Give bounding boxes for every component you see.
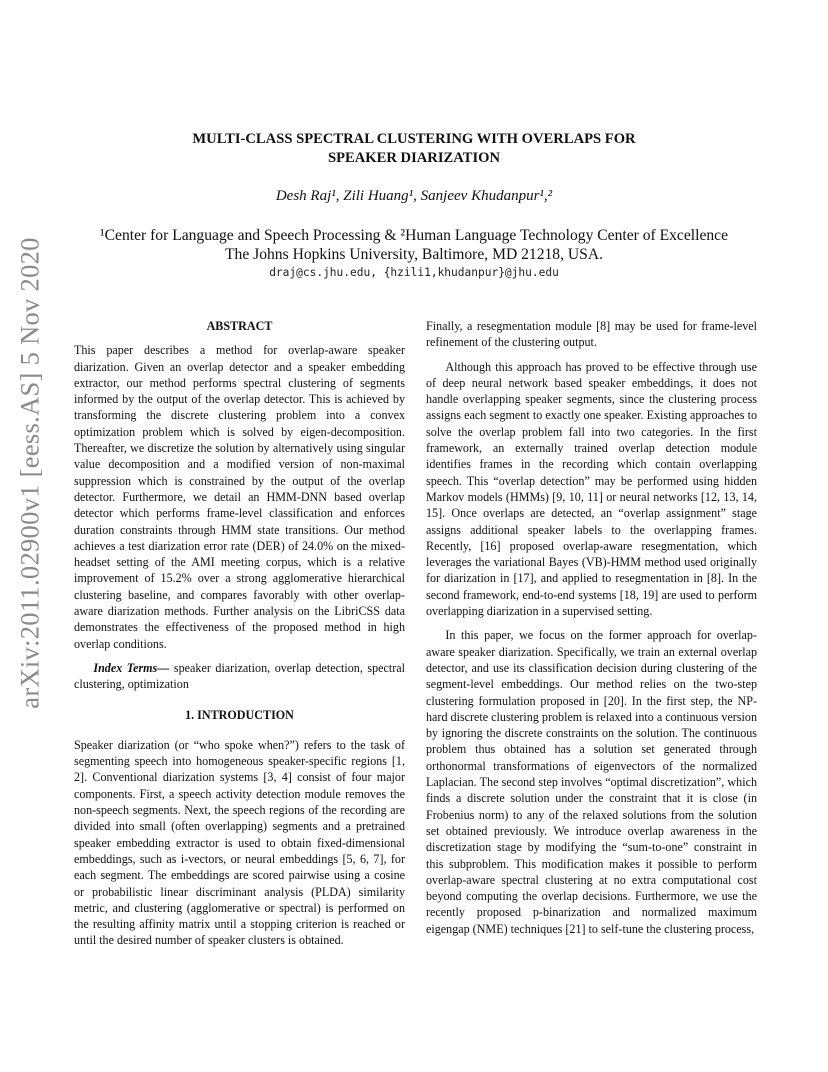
affiliations	[60, 226, 768, 264]
arxiv-identifier-text: arXiv:2011.02900v1 [eess.AS] 5 Nov 2020	[14, 237, 45, 709]
right-column	[426, 318, 757, 937]
introduction-heading: 1. INTRODUCTION	[185, 707, 294, 722]
intro-paragraph-4: In this paper, we focus on the former approach for overlap-aware speaker diarization. Specifically, we train an external overlap detector, and use its classification decision during clustering of the segment-level embeddings. Our method relies on the two-step clustering formulation proposed in [20]. In the first step, the NP-hard discrete clustering problem is relaxed into a continuous version by ignoring the discrete constraints on the solution. The continuous problem thus obtained has a solution set generated through orthonormal transformations of eigenvectors of the normalized Laplacian. The second step involves “optimal discretization”, which finds a discrete solution under the constraint that it is close (in Frobenius norm) to any of the relaxed solutions from the solution set obtained previously. We introduce overlap awareness in the discretization stage by modifying the “sum-to-one” constraint in this subproblem. This modification makes it possible to perform overlap-aware spectral clustering at no extra computational cost beyond computing the overlap decisions. Furthermore, we use the recently proposed p-binarization and normalized maximum eigengap (NME) techniques [21] to self-tune the clustering process,	[426, 628, 757, 936]
paper-title	[120, 130, 708, 168]
intro-paragraph-2: Finally, a resegmentation module [8] may be used for frame-level refinement of the clustering output.	[426, 319, 757, 350]
title-line-1: MULTI-CLASS SPECTRAL CLUSTERING WITH OVERLAPS FOR	[192, 131, 636, 147]
arxiv-identifier-stamp	[0, 237, 60, 709]
left-column	[74, 318, 405, 949]
affiliation-line-2: The Johns Hopkins University, Baltimore, MD 21218, USA.	[225, 246, 603, 263]
intro-paragraph-3: Although this approach has proved to be effective through use of deep neural network based speaker embeddings, it does not handle overlapping speaker segments, since the clustering process assigns each segment to exactly one speaker. Existing approaches to solve the overlap problem fall into two categories. In the first framework, an externally trained overlap detection module identifies frames in the recording which contain overlapping speech. This “overlap detection” may be performed using hidden Markov models (HMMs) [9, 10, 11] or neural networks [12, 13, 14, 15]. Once overlaps are detected, an “overlap assignment” stage assigns additional speaker labels to the overlapping frames. Recently, [16] proposed overlap-aware resegmentation, which leverages the variational Bayes (VB)-HMM method used originally for diarization in [17], and applied to resegmentation in [8]. In the second framework, end-to-end systems [18, 19] are used to perform overlapping diarization in a supervised setting.	[426, 359, 757, 619]
abstract-text: This paper describes a method for overlap-aware speaker diarization. Given an overlap detector and a speaker embedding extractor, our method performs spectral clustering of segments informed by the output of the overlap detector. This is achieved by transforming the discrete clustering problem into a convex optimization problem which is solved by eigen-decomposition. Thereafter, we discretize the solution by alternatively using singular value decomposition and a modified version of non-maximal suppression which is constrained by the output of the overlap detector. Furthermore, we detail an HMM-DNN based overlap detector which performs frame-level classification and enforces duration constraints through HMM state transitions. Our method achieves a test diarization error rate (DER) of 24.0% on the mixed-headset setting of the AMI meeting corpus, which is a relative improvement of 15.2% over a strong agglomerative hierarchical clustering baseline, and compares favorably with other overlap-aware diarization methods. Further analysis on the LibriCSS data demonstrates the effectiveness of the proposed method in high overlap conditions.	[74, 343, 405, 651]
author-emails: draj@cs.jhu.edu, {hzili1,khudanpur}@jhu.edu	[269, 266, 559, 279]
index-terms-text: speaker diarization, overlap detection, spectral clustering, optimization	[74, 660, 406, 692]
intro-paragraph-1: Speaker diarization (or “who spoke when?”) refers to the task of segmenting speech into homogeneous speaker-specific regions [1, 2]. Conventional diarization systems [3, 4] consist of four major components. First, a speech activity detection module removes the non-speech segments. Next, the speech regions of the recording are divided into small (often overlapping) segments and a pretrained speaker embedding extractor is used to obtain fixed-dimensional embeddings, such as i-vectors, or neural embeddings [5, 6, 7], for each segment. The embeddings are scored pairwise using a cosine or probabilistic linear discriminant analysis (PLDA) similarity metric, and clustering (agglomerative or spectral) is performed on the resulting affinity matrix until a stopping criterion is reached or until the desired number of speaker clusters is obtained.	[74, 737, 405, 948]
index-terms-label: Index Terms—	[93, 660, 170, 675]
abstract-heading: ABSTRACT	[206, 319, 273, 333]
title-line-2: SPEAKER DIARIZATION	[327, 150, 501, 166]
author-list: Desh Raj¹, Zili Huang¹, Sanjeev Khudanpur¹,²	[275, 188, 553, 204]
index-terms	[74, 660, 405, 693]
affiliation-line-1: ¹Center for Language and Speech Processing & ²Human Language Technology Center of Excellence	[99, 227, 729, 244]
